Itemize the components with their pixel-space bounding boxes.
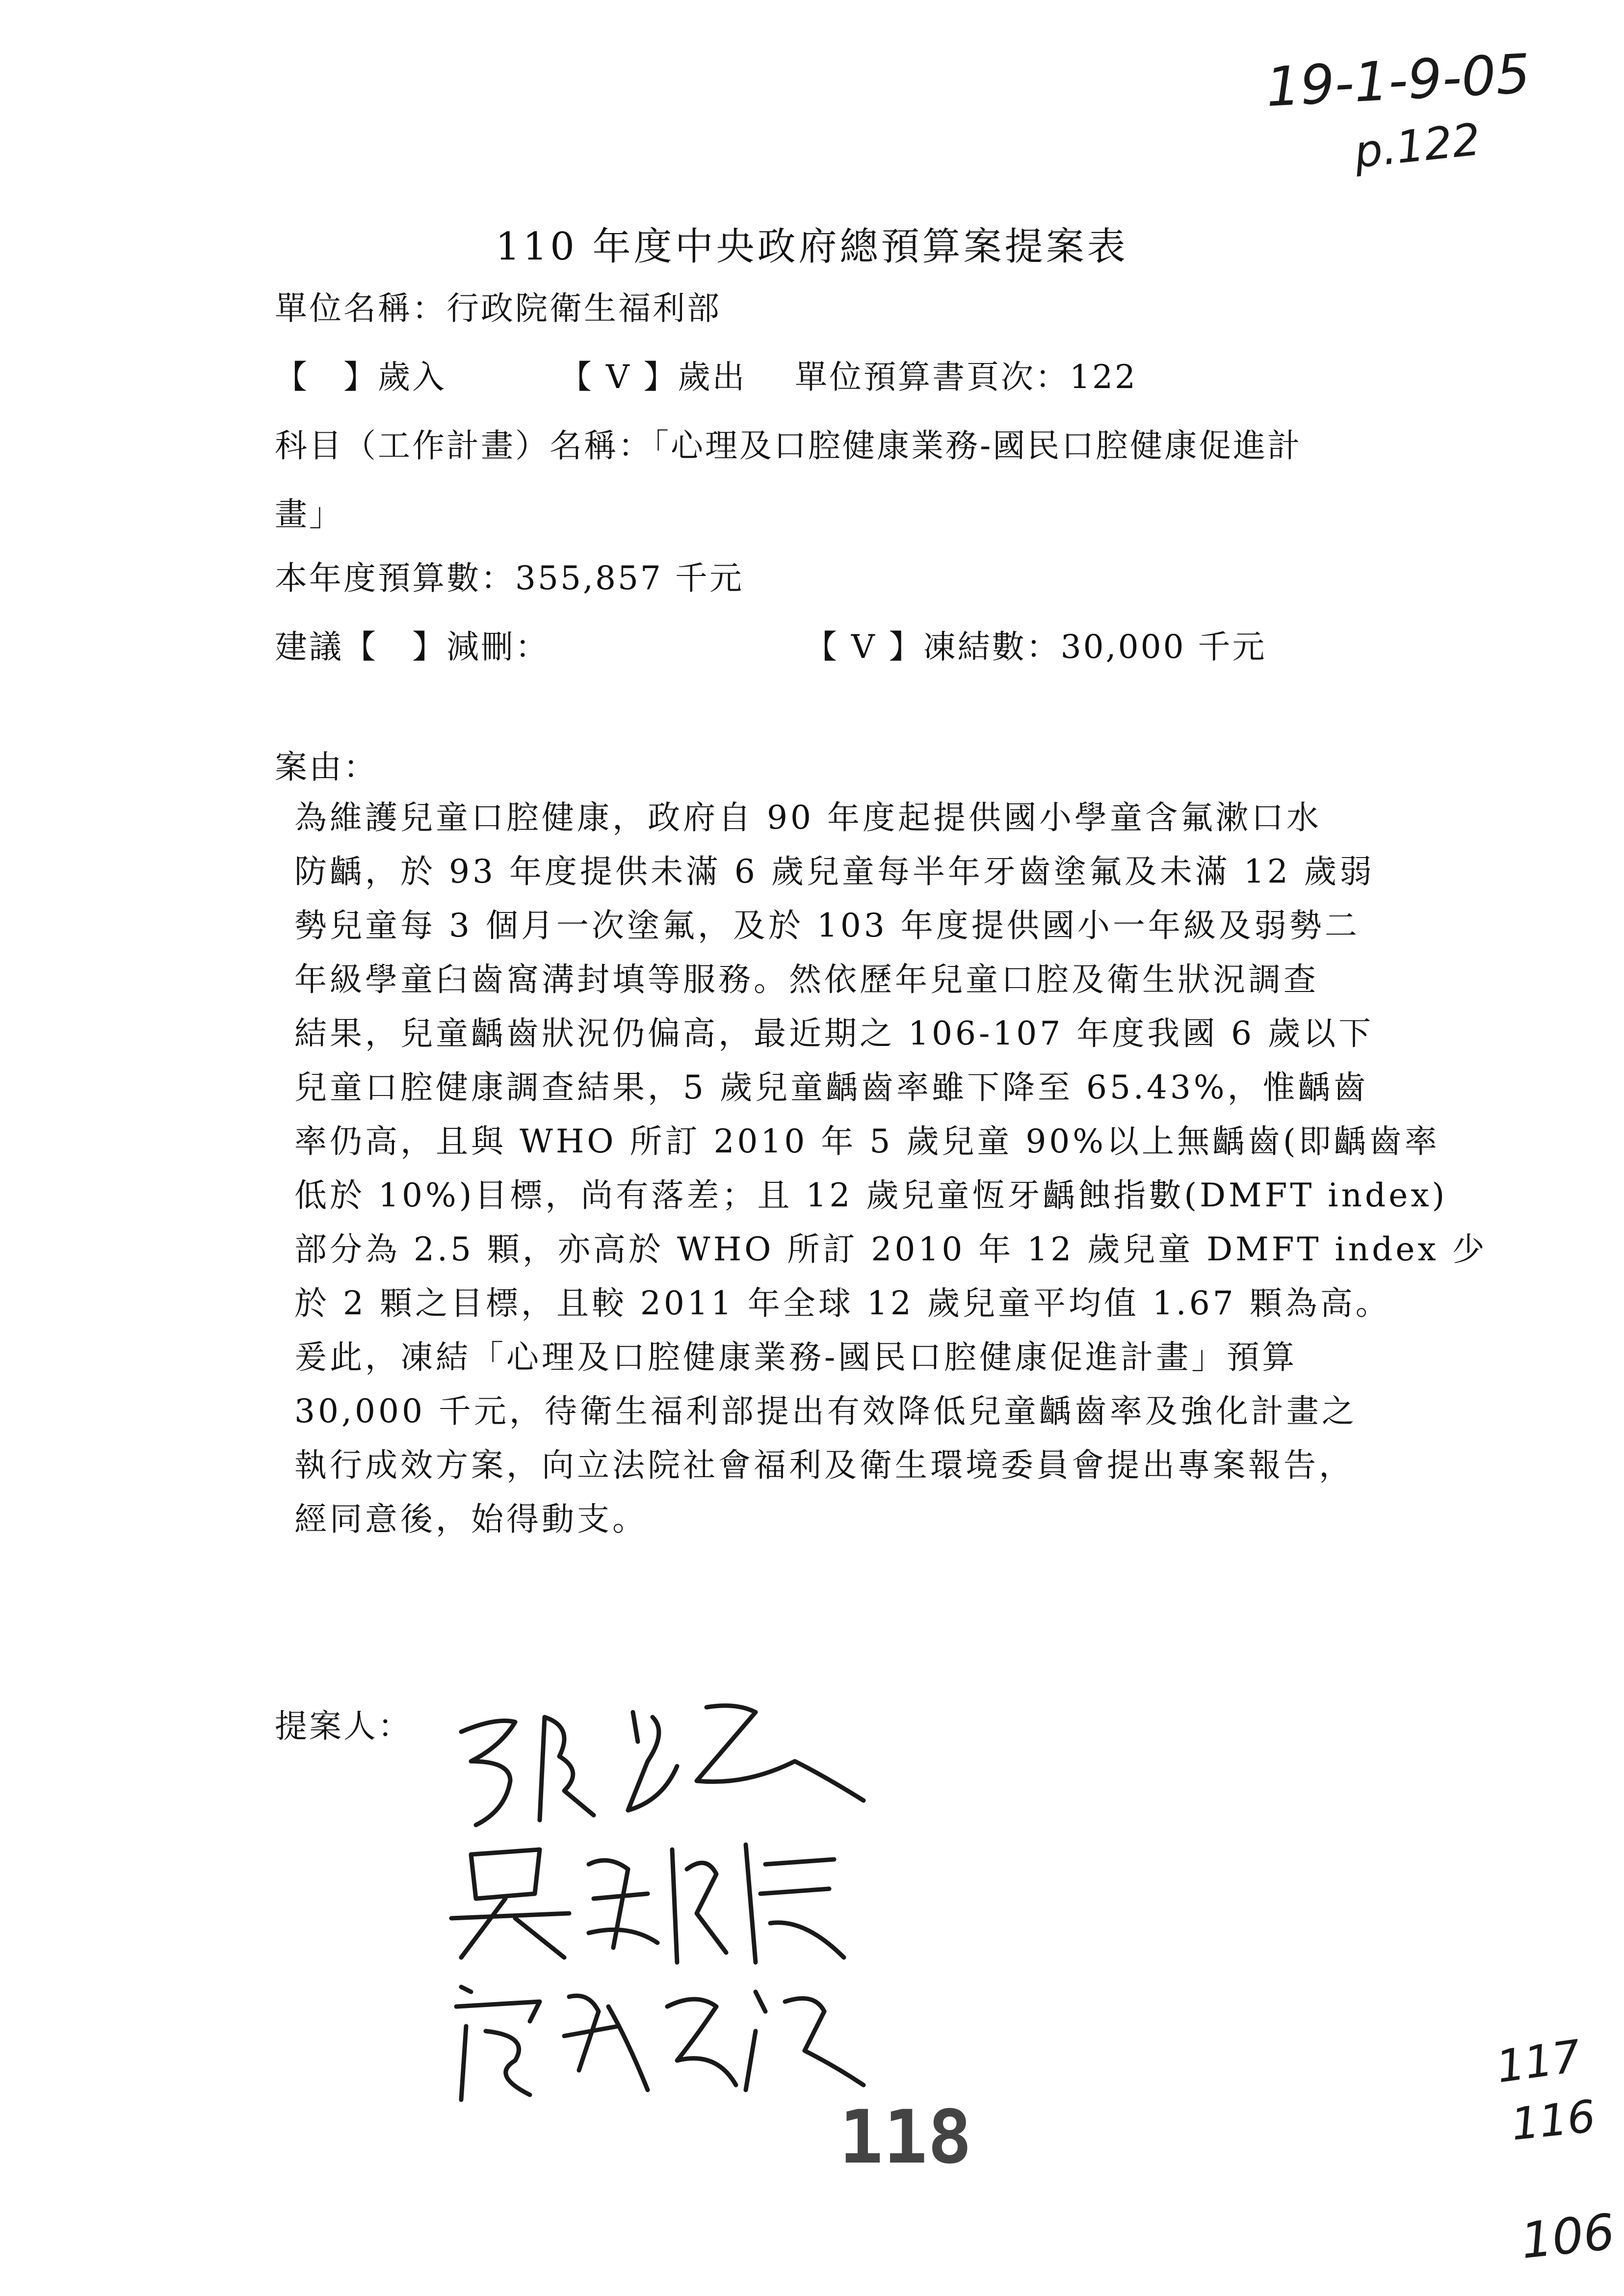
reason-line: 執行成效方案，向立法院社會福利及衛生環境委員會提出專案報告， bbox=[294, 1446, 1354, 1484]
annual-budget: 本年度預算數：355,857 千元 bbox=[275, 559, 744, 597]
page-number: 118 bbox=[839, 2095, 972, 2180]
unit-name: 單位名稱：行政院衛生福利部 bbox=[275, 289, 721, 327]
subject-name-line1: 科目（工作計畫）名稱：「心理及口腔健康業務-國民口腔健康促進計 bbox=[275, 427, 1302, 465]
handwritten-mark: 106 bbox=[1518, 2203, 1618, 2270]
signature-wu bbox=[442, 1825, 883, 1972]
reason-line: 於 2 顆之目標，且較 2011 年全球 12 歲兒童平均值 1.67 顆為高。 bbox=[294, 1284, 1391, 1322]
reason-line: 兒童口腔健康調查結果，5 歲兒童齲齒率雖下降至 65.43%，惟齲齒 bbox=[294, 1069, 1369, 1106]
reason-line: 結果，兒童齲齒狀況仍偏高，最近期之 106-107 年度我國 6 歲以下 bbox=[294, 1015, 1374, 1052]
reason-line: 年級學童臼齒窩溝封填等服務。然依歷年兒童口腔及衛生狀況調查 bbox=[294, 961, 1319, 998]
reason-line: 防齲，於 93 年度提供未滿 6 歲兒童每半年牙齒塗氟及未滿 12 歲弱 bbox=[294, 853, 1375, 890]
subject-name-line2: 畫」 bbox=[275, 496, 343, 533]
budget-page-ref: 單位預算書頁次：122 bbox=[795, 358, 1137, 396]
expenditure-checkbox: 【 V 】歲出 bbox=[559, 358, 747, 396]
signature-liao bbox=[442, 1962, 883, 2110]
revenue-checkbox: 【 】歲入 bbox=[275, 358, 446, 396]
handwritten-page-ref: p.122 bbox=[1352, 113, 1483, 179]
reason-line: 低於 10%)目標，尚有落差；且 12 歲兒童恆牙齲蝕指數(DMFT index) bbox=[294, 1176, 1448, 1214]
reason-line: 勢兒童每 3 個月一次塗氟，及於 103 年度提供國小一年級及弱勢二 bbox=[294, 907, 1360, 944]
reason-line: 部分為 2.5 顆，亦高於 WHO 所訂 2010 年 12 歲兒童 DMFT index 少 bbox=[294, 1230, 1488, 1268]
reason-line: 爰此，凍結「心理及口腔健康業務-國民口腔健康促進計畫」預算 bbox=[294, 1338, 1298, 1376]
suggest-reduce: 建議【 】減刪： bbox=[275, 628, 550, 666]
document-title: 110 年度中央政府總預算案提案表 bbox=[496, 225, 1128, 269]
reason-line: 30,000 千元，待衛生福利部提出有效降低兒童齲齒率及強化計畫之 bbox=[294, 1392, 1357, 1430]
freeze-amount: 【 V 】凍結數：30,000 千元 bbox=[805, 628, 1267, 666]
reason-label: 案由： bbox=[275, 748, 378, 786]
reason-body bbox=[294, 791, 1488, 1546]
signature-zhang bbox=[442, 1688, 883, 1835]
proposer-label: 提案人： bbox=[275, 1707, 412, 1745]
handwritten-mark: 116 bbox=[1508, 2090, 1598, 2151]
reason-line: 為維護兒童口腔健康，政府自 90 年度起提供國小學童含氟漱口水 bbox=[294, 799, 1322, 836]
handwritten-file-code: 19-1-9-05 bbox=[1264, 42, 1532, 119]
handwritten-mark: 117 bbox=[1493, 2030, 1584, 2093]
reason-line: 率仍高，且與 WHO 所訂 2010 年 5 歲兒童 90%以上無齲齒(即齲齒率 bbox=[294, 1122, 1440, 1160]
reason-line: 經同意後，始得動支。 bbox=[294, 1500, 648, 1538]
